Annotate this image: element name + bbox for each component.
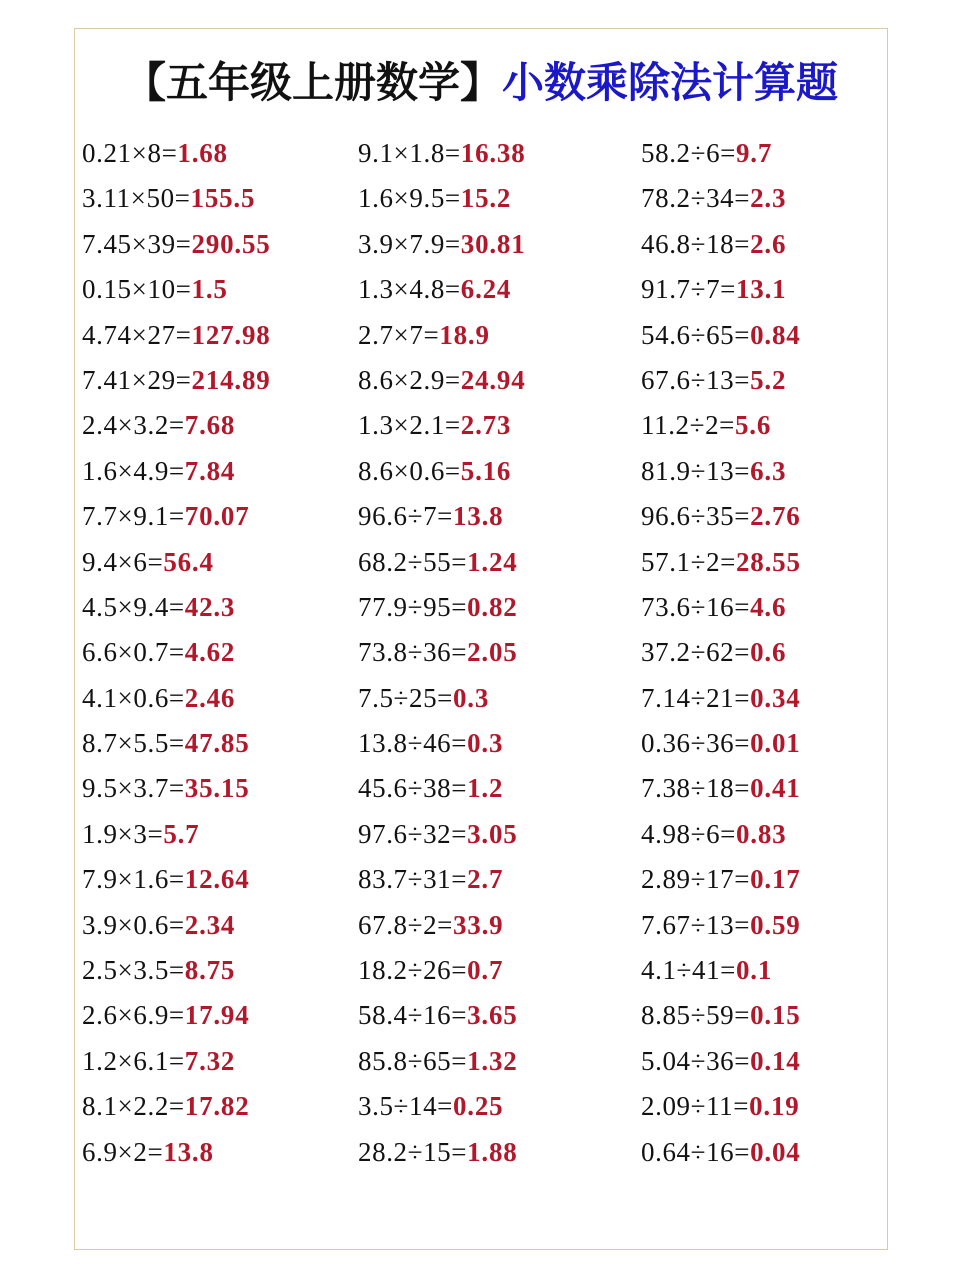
problem-row [82, 403, 352, 448]
problem-answer: 0.1 [736, 955, 773, 986]
problem-answer: 1.24 [467, 546, 518, 577]
problem-expression: 2.89÷17= [641, 864, 751, 895]
problem-answer: 2.7 [467, 864, 504, 895]
problem-expression: 7.14÷21= [641, 682, 751, 713]
problem-expression: 8.1×2.2= [82, 1091, 185, 1122]
problem-row [629, 630, 899, 675]
problem-expression: 5.04÷36= [641, 1045, 751, 1076]
problem-row [82, 358, 352, 403]
problem-answer: 0.34 [750, 682, 801, 713]
problem-row [82, 812, 352, 857]
problem-answer: 0.41 [750, 773, 801, 804]
problem-row [358, 812, 628, 857]
problem-answer: 0.01 [750, 728, 801, 759]
problem-row [82, 766, 352, 811]
problem-expression: 2.7×7= [358, 319, 440, 350]
problem-answer: 30.81 [460, 228, 526, 259]
problem-answer: 3.05 [467, 818, 518, 849]
problem-answer: 2.46 [184, 682, 236, 713]
problem-expression: 81.9÷13= [641, 455, 751, 486]
problem-row [358, 857, 628, 902]
problem-answer: 12.64 [184, 864, 250, 895]
problem-expression: 96.6÷7= [358, 501, 453, 532]
problem-expression: 7.41×29= [82, 364, 192, 395]
column-1 [82, 131, 352, 1175]
problem-expression: 85.8÷65= [358, 1045, 468, 1076]
problem-answer: 0.04 [750, 1136, 801, 1167]
problem-row [358, 585, 628, 630]
problem-answer: 6.3 [750, 455, 787, 486]
problem-row [82, 176, 352, 221]
problem-expression: 73.6÷16= [641, 591, 751, 622]
problem-expression: 18.2÷26= [358, 955, 468, 986]
problem-answer: 13.8 [163, 1136, 214, 1167]
problem-row [82, 222, 352, 267]
problem-answer: 2.34 [184, 909, 236, 940]
problem-expression: 1.9×3= [82, 818, 164, 849]
problem-row [82, 131, 352, 176]
problem-row [358, 449, 628, 494]
problem-row [82, 903, 352, 948]
problem-row [629, 403, 899, 448]
problem-row [358, 1084, 628, 1129]
problem-answer: 1.32 [467, 1045, 518, 1076]
problem-row [629, 1084, 899, 1129]
problem-row [629, 721, 899, 766]
problem-row [629, 358, 899, 403]
problem-expression: 68.2÷55= [358, 546, 468, 577]
problem-answer: 70.07 [184, 501, 250, 532]
problem-answer: 16.38 [460, 138, 526, 168]
problem-expression: 2.4×3.2= [82, 410, 185, 441]
problem-expression: 3.5÷14= [358, 1091, 453, 1122]
problem-answer: 2.6 [750, 228, 787, 259]
problem-expression: 9.5×3.7= [82, 773, 185, 804]
problem-row [358, 630, 628, 675]
problem-row [82, 676, 352, 721]
problem-expression: 2.5×3.5= [82, 955, 185, 986]
problem-expression: 9.4×6= [82, 546, 164, 577]
problem-row [629, 313, 899, 358]
problem-row [629, 540, 899, 585]
problem-row [358, 540, 628, 585]
problem-expression: 7.38÷18= [641, 773, 751, 804]
problem-answer: 0.19 [749, 1091, 800, 1122]
problem-expression: 13.8÷46= [358, 728, 468, 759]
problem-answer: 155.5 [190, 183, 256, 214]
problem-expression: 1.2×6.1= [82, 1045, 185, 1076]
problem-row [82, 585, 352, 630]
problem-answer: 2.76 [750, 501, 801, 532]
problem-answer: 8.75 [184, 955, 236, 986]
problem-row [629, 857, 899, 902]
problem-row [82, 267, 352, 312]
problem-row [358, 948, 628, 993]
problem-expression: 54.6÷65= [641, 319, 751, 350]
problem-expression: 3.9×7.9= [358, 228, 461, 259]
problem-row [629, 948, 899, 993]
problem-row [629, 222, 899, 267]
problem-expression: 73.8÷36= [358, 637, 468, 668]
problem-row [629, 131, 899, 176]
problem-answer: 17.94 [184, 1000, 250, 1031]
problem-row [358, 1130, 628, 1175]
problem-row [358, 131, 628, 176]
problem-answer: 35.15 [184, 773, 250, 804]
problem-answer: 2.05 [467, 637, 518, 668]
problem-answer: 4.62 [184, 637, 236, 668]
problem-answer: 0.17 [750, 864, 801, 895]
problem-answer: 0.14 [750, 1045, 801, 1076]
problem-expression: 1.3×2.1= [358, 410, 461, 441]
problem-row [82, 313, 352, 358]
problem-row [82, 993, 352, 1038]
problem-row [358, 222, 628, 267]
problem-answer: 7.68 [184, 410, 236, 441]
problem-row [358, 766, 628, 811]
problem-answer: 33.9 [453, 909, 504, 940]
problem-expression: 7.9×1.6= [82, 864, 185, 895]
problem-expression: 77.9÷95= [358, 591, 468, 622]
problem-expression: 78.2÷34= [641, 183, 751, 214]
problem-expression: 6.6×0.7= [82, 637, 185, 668]
problem-expression: 96.6÷35= [641, 501, 751, 532]
problem-answer: 17.82 [184, 1091, 250, 1122]
problem-answer: 1.68 [177, 138, 228, 168]
problem-expression: 46.8÷18= [641, 228, 751, 259]
problem-expression: 7.67÷13= [641, 909, 751, 940]
problem-row [629, 812, 899, 857]
problem-row [358, 267, 628, 312]
problem-row [629, 585, 899, 630]
problem-expression: 3.9×0.6= [82, 909, 185, 940]
problem-answer: 7.84 [184, 455, 236, 486]
problem-row [629, 1039, 899, 1084]
problem-expression: 6.9×2= [82, 1136, 164, 1167]
problem-row [358, 903, 628, 948]
problem-expression: 8.6×2.9= [358, 364, 461, 395]
problem-answer: 7.32 [184, 1045, 236, 1076]
problem-row [629, 676, 899, 721]
problem-row [358, 313, 628, 358]
problem-row [82, 948, 352, 993]
problem-row [629, 993, 899, 1038]
problem-row [358, 676, 628, 721]
problem-expression: 4.74×27= [82, 319, 192, 350]
page-title [74, 56, 888, 110]
problem-answer: 56.4 [163, 546, 214, 577]
problem-answer: 4.6 [750, 591, 787, 622]
problem-row [82, 1130, 352, 1175]
problem-expression: 8.6×0.6= [358, 455, 461, 486]
problem-answer: 5.7 [163, 818, 200, 849]
title-subject: 小数乘除法计算题 [502, 58, 839, 107]
problem-row [629, 449, 899, 494]
problem-answer: 5.16 [460, 455, 512, 486]
problem-answer: 28.55 [736, 546, 801, 577]
problem-row [82, 857, 352, 902]
problem-expression: 4.1÷41= [641, 955, 736, 986]
problem-answer: 13.8 [453, 501, 504, 532]
problem-expression: 97.6÷32= [358, 818, 468, 849]
problem-expression: 9.1×1.8= [358, 138, 461, 168]
problem-expression: 4.1×0.6= [82, 682, 185, 713]
problem-answer: 0.59 [750, 909, 801, 940]
problem-expression: 1.3×4.8= [358, 274, 461, 305]
problem-answer: 24.94 [460, 364, 526, 395]
problem-row [358, 403, 628, 448]
problem-row [629, 766, 899, 811]
problem-row [358, 721, 628, 766]
problem-answer: 0.84 [750, 319, 801, 350]
problem-answer: 2.73 [460, 410, 512, 441]
problem-answer: 5.6 [735, 410, 772, 441]
problem-row [629, 267, 899, 312]
problem-expression: 7.7×9.1= [82, 501, 185, 532]
problem-row [82, 1039, 352, 1084]
problem-row [358, 176, 628, 221]
problem-expression: 67.8÷2= [358, 909, 453, 940]
problem-row [358, 358, 628, 403]
problem-answer: 0.82 [467, 591, 518, 622]
problem-expression: 37.2÷62= [641, 637, 751, 668]
problem-row [358, 1039, 628, 1084]
problem-expression: 1.6×4.9= [82, 455, 185, 486]
problem-row [358, 494, 628, 539]
problem-answer: 0.15 [750, 1000, 801, 1031]
problem-expression: 3.11×50= [82, 183, 191, 214]
problem-answer: 1.2 [467, 773, 504, 804]
problem-expression: 11.2÷2= [641, 410, 735, 441]
problem-answer: 0.6 [750, 637, 787, 668]
problem-answer: 9.7 [736, 138, 773, 168]
problem-answer: 2.3 [750, 183, 787, 214]
problem-answer: 47.85 [184, 728, 250, 759]
problem-answer: 15.2 [460, 183, 512, 214]
problem-expression: 45.6÷38= [358, 773, 468, 804]
problem-row [82, 721, 352, 766]
problem-answer: 290.55 [191, 228, 271, 259]
problem-expression: 58.2÷6= [641, 138, 736, 168]
problem-answer: 0.83 [736, 818, 787, 849]
problem-expression: 2.6×6.9= [82, 1000, 185, 1031]
problem-row [82, 630, 352, 675]
problem-answer: 18.9 [439, 319, 490, 350]
problem-answer: 1.88 [467, 1136, 518, 1167]
problem-expression: 57.1÷2= [641, 546, 736, 577]
problem-answer: 1.5 [191, 274, 228, 305]
problem-expression: 8.7×5.5= [82, 728, 185, 759]
problem-row [82, 449, 352, 494]
problem-row [82, 1084, 352, 1129]
problem-expression: 91.7÷7= [641, 274, 736, 305]
problem-columns [74, 131, 888, 1171]
problem-expression: 0.36÷36= [641, 728, 751, 759]
problem-answer: 3.65 [467, 1000, 518, 1031]
column-3 [629, 131, 899, 1175]
problem-row [629, 176, 899, 221]
problem-expression: 0.64÷16= [641, 1136, 751, 1167]
problem-answer: 0.3 [453, 682, 490, 713]
problem-expression: 1.6×9.5= [358, 183, 461, 214]
problem-row [629, 494, 899, 539]
problem-answer: 13.1 [736, 274, 787, 305]
problem-expression: 0.15×10= [82, 274, 192, 305]
problem-answer: 127.98 [191, 319, 271, 350]
column-2 [358, 131, 628, 1175]
problem-answer: 214.89 [191, 364, 271, 395]
problem-answer: 0.3 [467, 728, 504, 759]
title-grade-bracket: 【五年级上册数学】 [123, 58, 502, 107]
problem-expression: 0.21×8= [82, 138, 178, 168]
problem-answer: 42.3 [184, 591, 236, 622]
problem-expression: 7.5÷25= [358, 682, 453, 713]
problem-answer: 0.7 [467, 955, 504, 986]
problem-row [358, 993, 628, 1038]
problem-row [82, 540, 352, 585]
problem-answer: 0.25 [453, 1091, 504, 1122]
problem-expression: 58.4÷16= [358, 1000, 468, 1031]
problem-expression: 8.85÷59= [641, 1000, 751, 1031]
problem-answer: 5.2 [750, 364, 787, 395]
problem-expression: 7.45×39= [82, 228, 192, 259]
problem-expression: 4.5×9.4= [82, 591, 185, 622]
problem-expression: 4.98÷6= [641, 818, 736, 849]
problem-row [629, 1130, 899, 1175]
problem-expression: 28.2÷15= [358, 1136, 468, 1167]
problem-row [629, 903, 899, 948]
problem-expression: 2.09÷11= [641, 1091, 750, 1122]
problem-answer: 6.24 [460, 274, 512, 305]
problem-expression: 83.7÷31= [358, 864, 468, 895]
problem-row [82, 494, 352, 539]
problem-expression: 67.6÷13= [641, 364, 751, 395]
